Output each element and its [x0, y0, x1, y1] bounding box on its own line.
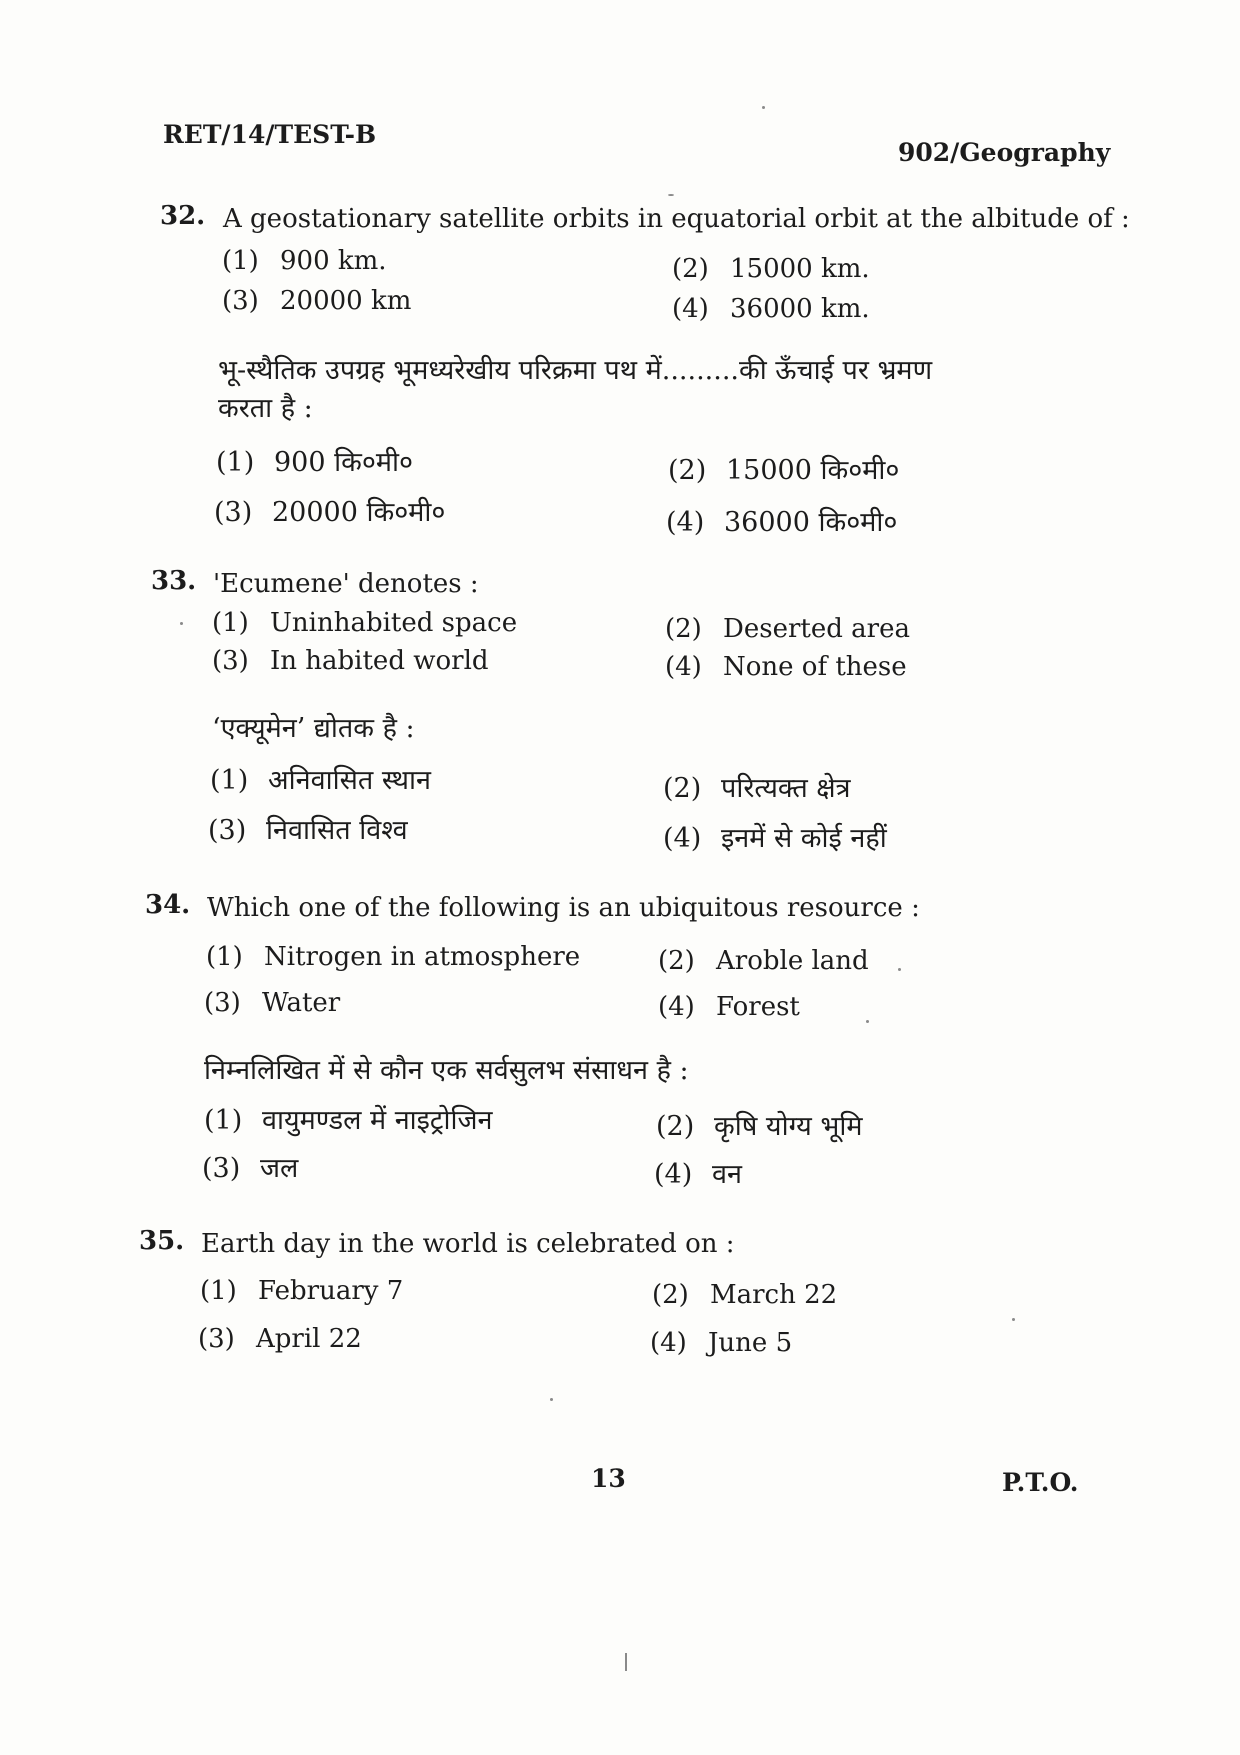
question-35-number: 35.: [139, 1226, 185, 1256]
question-32-number: 32.: [160, 201, 206, 231]
header-code: RET/14/TEST-B: [163, 120, 377, 149]
q33-en-option-2: (2) Deserted area: [665, 614, 910, 644]
question-32-text: A geostationary satellite orbits in equatorial orbit at the albitude of :: [223, 204, 1130, 234]
question-33-text: 'Ecumene' denotes :: [213, 569, 479, 599]
q32-hi-option-1: (1) 900 कि०मी०: [216, 447, 414, 478]
q32-hi-option-2: (2) 15000 कि०मी०: [668, 455, 900, 486]
q32-en-option-1: (1) 900 km.: [222, 246, 387, 276]
q33-hi-option-3: (3) निवासित विश्व: [208, 815, 408, 846]
scan-speck: [550, 1398, 553, 1401]
q34-hi-option-1: (1) वायुमण्डल में नाइट्रोजिन: [204, 1105, 493, 1136]
q32-hi-option-3: (3) 20000 कि०मी०: [214, 497, 446, 528]
question-33-number: 33.: [151, 566, 197, 596]
q32-en-option-3: (3) 20000 km: [222, 286, 412, 316]
q32-en-option-4: (4) 36000 km.: [672, 294, 870, 324]
q33-hi-option-1: (1) अनिवासित स्थान: [210, 765, 432, 796]
q33-en-option-4: (4) None of these: [665, 652, 907, 682]
q35-en-option-4: (4) June 5: [650, 1328, 793, 1358]
question-34-number: 34.: [145, 890, 191, 920]
q34-en-option-2: (2) Aroble land: [658, 946, 869, 976]
q33-en-option-3: (3) In habited world: [212, 646, 489, 676]
scan-speck: [180, 622, 183, 625]
page-number: 13: [591, 1464, 626, 1493]
q33-hi-option-4: (4) इनमें से कोई नहीं: [663, 823, 887, 854]
header-subject: 902/Geography: [898, 138, 1111, 167]
q35-en-option-2: (2) March 22: [652, 1280, 838, 1310]
scan-speck: [898, 968, 901, 971]
question-32-hindi-line1: भू-स्थैतिक उपग्रह भूमध्यरेखीय परिक्रमा पथ में.........की ऊँचाई पर भ्रमण: [218, 355, 933, 386]
question-32-hindi-line2: करता है :: [218, 393, 313, 424]
q34-en-option-3: (3) Water: [204, 988, 341, 1018]
pto-label: P.T.O.: [1002, 1468, 1079, 1497]
q35-en-option-3: (3) April 22: [198, 1324, 362, 1354]
question-33-hindi: ‘एक्यूमेन’ द्योतक है :: [212, 713, 415, 744]
question-34-text: Which one of the following is an ubiquitous resource :: [207, 893, 920, 923]
q35-en-option-1: (1) February 7: [200, 1276, 404, 1306]
question-34-hindi: निम्नलिखित में से कौन एक सर्वसुलभ संसाधन है :: [204, 1055, 689, 1086]
scan-speck: [762, 106, 765, 109]
q34-hi-option-2: (2) कृषि योग्य भूमि: [656, 1111, 863, 1142]
q32-hi-option-4: (4) 36000 कि०मी०: [666, 507, 898, 538]
q34-en-option-1: (1) Nitrogen in atmosphere: [206, 942, 581, 972]
q34-hi-option-4: (4) वन: [654, 1159, 742, 1190]
scan-speck: [668, 194, 674, 196]
question-35-text: Earth day in the world is celebrated on :: [201, 1229, 735, 1259]
scan-speck: [1012, 1318, 1015, 1321]
q34-hi-option-3: (3) जल: [202, 1153, 299, 1184]
scan-mark: [625, 1653, 627, 1671]
scan-speck: [866, 1020, 869, 1023]
q33-hi-option-2: (2) परित्यक्त क्षेत्र: [663, 773, 851, 804]
q32-en-option-2: (2) 15000 km.: [672, 254, 870, 284]
q33-en-option-1: (1) Uninhabited space: [212, 608, 518, 638]
q34-en-option-4: (4) Forest: [658, 992, 800, 1022]
